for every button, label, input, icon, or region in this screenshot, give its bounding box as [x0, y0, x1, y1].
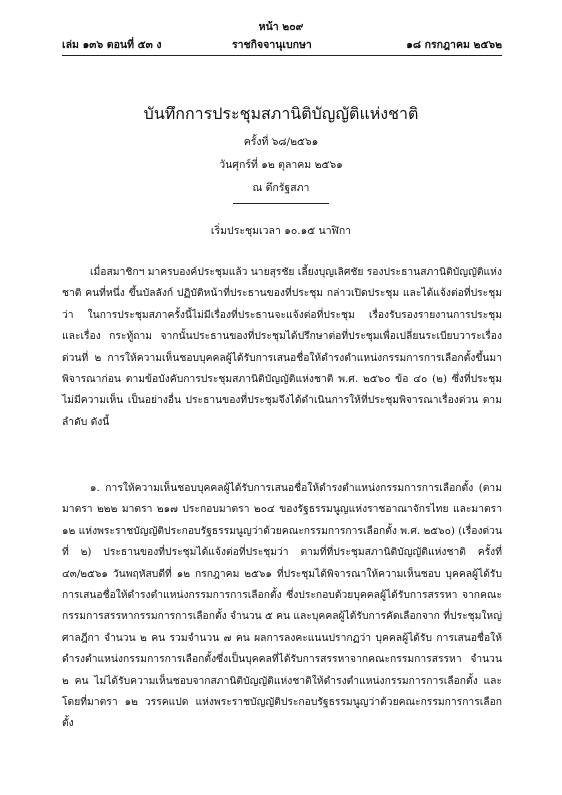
opening-paragraph — [62, 262, 502, 433]
paragraph-text: เมื่อสมาชิกฯ มาครบองค์ประชุมแล้ว นายสุรชัย เลี้ยงบุญเลิศชัย รองประธานสภานิติบัญญัติแห่งชาติ คนที่หนึ่ง ขึ้นบัลลังก์ ปฏิบัติหน้าที่ประธานของที่ประชุม กล่าวเปิดประชุม และได้แจ้งต่อที่ประชุมว่า ในการประชุมสภาครั้งนี้ไม่มีเรื่องที่ประธานจะแจ้งต่อที่ประชุม เรื่องรับรองรายงานการประชุม และเรื่อง กระทู้ถาม จากนั้นประธานของที่ประชุมได้ปรึกษาต่อที่ประชุมเพื่อเปลี่ยนระเบียบวาระเรื่องด่วนที่ ๒ การให้ความเห็นชอบบุคคลผู้ได้รับการเสนอชื่อให้ดำรงตำแหน่งกรรมการการเลือกตั้งขึ้นมาพิจารณาก่อน ตามข้อบังคับการประชุมสภานิติบัญญัติแห่งชาติ พ.ศ. ๒๕๖๐ ข้อ ๔๐ (๒) ซึ่งที่ประชุมไม่มีความเห็น เป็นอย่างอื่น ประธานของที่ประชุมจึงได้ดำเนินการให้ที่ประชุมพิจารณาเรื่องด่วน ตามลำดับ ดังนี้ — [62, 266, 502, 428]
start-time: เริ่มประชุมเวลา ๑๐.๑๕ นาฬิกา — [210, 225, 352, 237]
agenda-item-1 — [62, 478, 502, 735]
document-title: บันทึกการประชุมสภานิติบัญญัติแห่งชาติ — [143, 104, 419, 123]
header-rule — [62, 55, 502, 56]
running-header — [62, 36, 502, 52]
publication-name: ราชกิจจานุเบกษา — [232, 39, 312, 51]
venue: ณ ตึกรัฐสภา — [252, 182, 310, 194]
paragraph-text: ๑. การให้ความเห็นชอบบุคคลผู้ได้รับการเสนอชื่อให้ดำรงตำแหน่งกรรมการการเลือกตั้ง (ตามมาตรา ๒๒๒ มาตรา ๒๑๗ ประกอบมาตรา ๒๐๔ ของรัฐธรรมนูญแห่งราชอาณาจักรไทย และมาตรา ๑๒ แห่งพระราชบัญญัติประกอบรัฐธรรมนูญว่าด้วยคณะกรรมการการเลือกตั้ง พ.ศ. ๒๕๖๐) (เรื่องด่วนที่ ๒) ประธานของที่ประชุมได้แจ้งต่อที่ประชุมว่า ตามที่ที่ประชุมสภานิติบัญญัติแห่งชาติ ครั้งที่ ๔๓/๒๕๖๑ วันพฤหัสบดีที่ ๑๒ กรกฎาคม ๒๕๖๑ ที่ประชุมได้พิจารณาให้ความเห็นชอบ บุคคลผู้ได้รับการเสนอชื่อให้ดำรงตำแหน่งกรรมการการเลือกตั้ง ซึ่งประกอบด้วยบุคคลผู้ได้รับการสรรหา จากคณะกรรมการสรรหากรรมการการเลือกตั้ง จำนวน ๕ คน และบุคคลผู้ได้รับการคัดเลือกจาก ที่ประชุมใหญ่ศาลฎีกา จำนวน ๒ คน รวมจำนวน ๗ คน ผลการลงคะแนนปรากฏว่า บุคคลผู้ได้รับ การเสนอชื่อให้ดำรงตำแหน่งกรรมการการเลือกตั้งซึ่งเป็นบุคคลที่ได้รับการสรรหาจากคณะกรรมการสรรหา จำนวน ๒ คน ไม่ได้รับความเห็นชอบจากสภานิติบัญญัติแห่งชาติให้ดำรงตำแหน่งกรรมการการเลือกตั้ง และโดยที่มาตรา ๑๒ วรรคแปด แห่งพระราชบัญญัติประกอบรัฐธรรมนูญว่าด้วยคณะกรรมการการเลือกตั้ง — [62, 482, 502, 730]
session-number: ครั้งที่ ๖๘/๒๕๖๑ — [243, 136, 319, 148]
meeting-date: วันศุกร์ที่ ๑๒ ตุลาคม ๒๕๖๑ — [219, 159, 343, 171]
separator-line — [233, 203, 329, 204]
volume-issue: เล่ม ๑๓๖ ตอนที่ ๕๓ ง — [62, 39, 162, 51]
publication-date: ๑๘ กรกฎาคม ๒๕๖๒ — [406, 39, 502, 51]
page-number: หน้า ๒๐๙ — [258, 21, 304, 33]
